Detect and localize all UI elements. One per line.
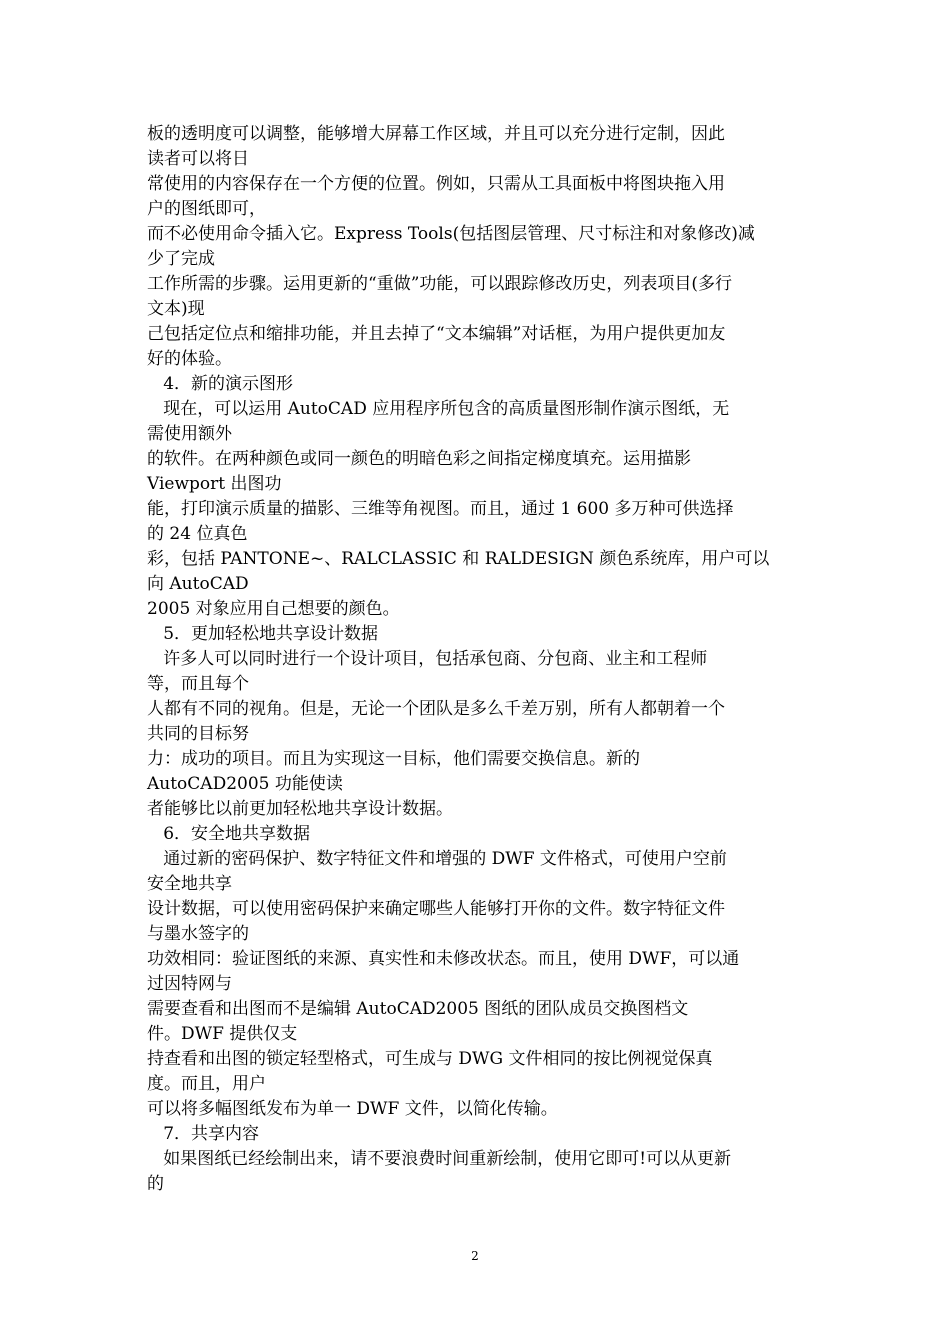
text-line: 读者可以将日 [147, 149, 249, 169]
section-heading: 4．新的演示图形 [147, 374, 294, 394]
text-line: 板的透明度可以调整，能够增大屏幕工作区域，并且可以充分进行定制，因此 [147, 124, 725, 144]
text-line: 的 24 位真色 [147, 524, 248, 544]
text-line: 需要查看和出图而不是编辑 AutoCAD2005 图纸的团队成员交换图档文 [147, 999, 689, 1019]
page-number: 2 [471, 1249, 479, 1263]
text-line: 的 [147, 1174, 164, 1194]
text-line: 可以将多幅图纸发布为单一 DWF 文件，以简化传输。 [147, 1099, 558, 1119]
text-line: 现在，可以运用 AutoCAD 应用程序所包含的高质量图形制作演示图纸，无 [147, 399, 730, 419]
text-line: 者能够比以前更加轻松地共享设计数据。 [147, 799, 453, 819]
text-line: 常使用的内容保存在一个方便的位置。例如，只需从工具面板中将图块拖入用 [147, 174, 725, 194]
text-line: 力：成功的项目。而且为实现这一目标，他们需要交换信息。新的 [147, 749, 640, 769]
text-line: 通过新的密码保护、数字特征文件和增强的 DWF 文件格式，可使用户空前 [147, 849, 727, 869]
text-line: 过因特网与 [147, 974, 232, 994]
document-body [147, 122, 812, 1197]
text-line: 与墨水签字的 [147, 924, 249, 944]
text-line: 持查看和出图的锁定轻型格式，可生成与 DWG 文件相同的按比例视觉保真 [147, 1049, 713, 1069]
text-line: 彩，包括 PANTONE~、RALCLASSIC 和 RALDESIGN 颜色系统库，用户可以 [147, 549, 770, 569]
text-line: 工作所需的步骤。运用更新的“重做”功能，可以跟踪修改历史，列表项目(多行 [147, 274, 733, 294]
text-line: 设计数据，可以使用密码保护来确定哪些人能够打开你的文件。数字特征文件 [147, 899, 725, 919]
text-line: 共同的目标努 [147, 724, 249, 744]
section-heading: 5．更加轻松地共享设计数据 [147, 624, 379, 644]
text-line: 文本)现 [147, 299, 205, 319]
text-line: 己包括定位点和缩排功能，并且去掉了“文本编辑”对话框，为用户提供更加友 [147, 324, 726, 344]
text-line: 许多人可以同时进行一个设计项目，包括承包商、分包商、业主和工程师 [147, 649, 708, 669]
text-line: 少了完成 [147, 249, 215, 269]
text-line: 2005 对象应用自己想要的颜色。 [147, 599, 400, 619]
text-line: 安全地共享 [147, 874, 232, 894]
text-line: 等，而且每个 [147, 674, 249, 694]
text-line: 度。而且，用户 [147, 1074, 266, 1094]
section-heading: 7．共享内容 [147, 1124, 260, 1144]
text-line: AutoCAD2005 功能使读 [147, 774, 343, 794]
text-line: 需使用额外 [147, 424, 232, 444]
text-line: 功效相同：验证图纸的来源、真实性和未修改状态。而且，使用 DWF，可以通 [147, 949, 740, 969]
text-line: 户的图纸即可， [147, 199, 266, 219]
text-line: 人都有不同的视角。但是，无论一个团队是多么千差万别，所有人都朝着一个 [147, 699, 725, 719]
text-line: 如果图纸已经绘制出来，请不要浪费时间重新绘制，使用它即可!可以从更新 [147, 1149, 732, 1169]
text-line: Viewport 出图功 [147, 474, 282, 494]
text-line: 件。DWF 提供仅支 [147, 1024, 298, 1044]
text-line: 好的体验。 [147, 349, 232, 369]
text-line: 向 AutoCAD [147, 574, 249, 594]
text-line: 能，打印演示质量的描影、三维等角视图。而且，通过 1 600 多万种可供选择 [147, 499, 734, 519]
text-line: 而不必使用命令插入它。Express Tools(包括图层管理、尺寸标注和对象修改)减 [147, 224, 755, 244]
section-heading: 6．安全地共享数据 [147, 824, 311, 844]
text-line: 的软件。在两种颜色或同一颜色的明暗色彩之间指定梯度填充。运用描影 [147, 449, 691, 469]
